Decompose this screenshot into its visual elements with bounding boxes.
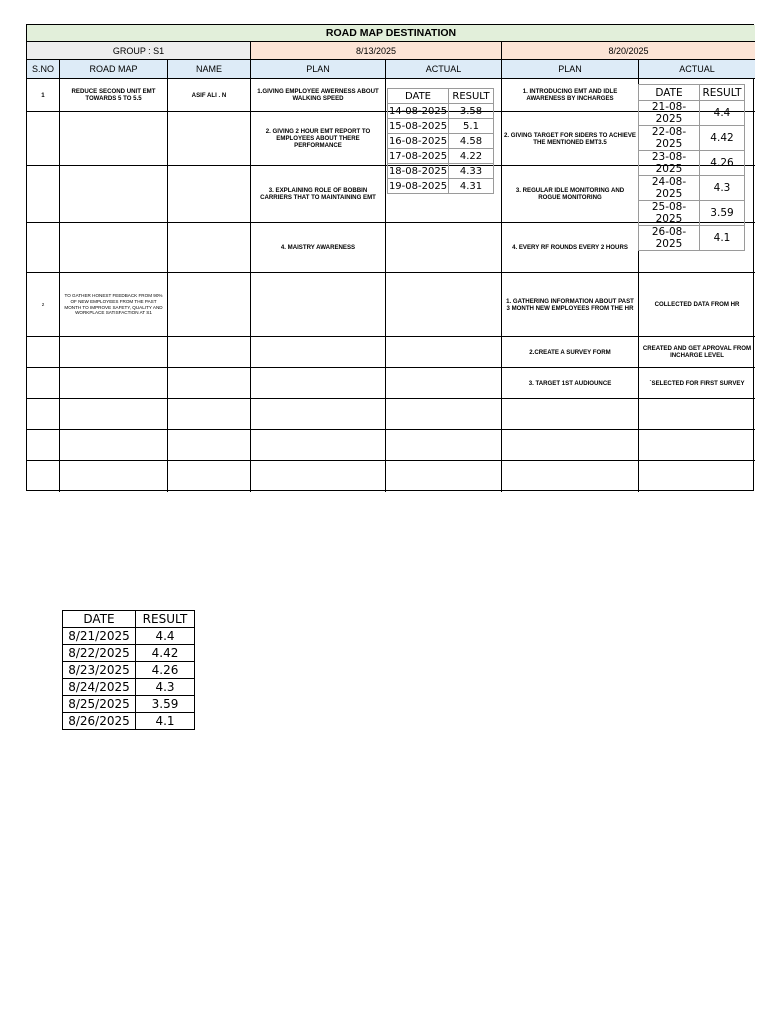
roadmap-cell[interactable]: TO GATHER HONEST FEEDBACK FROM 90% OF NEW EMPLOYEES FROM THE PAST MONTH TO IMPROVE SAFETY, QUALITY AND WORKPLACE SATISFACTION AT S1 — [60, 273, 168, 337]
result-cell[interactable]: 4.26 — [136, 662, 195, 679]
plan2-cell[interactable]: 1. INTRODUCING EMT AND IDLE AWARENESS BY INCHARGES — [502, 79, 639, 112]
actual1-cell[interactable] — [386, 368, 502, 399]
name-cell[interactable] — [168, 368, 251, 399]
col-roadmap-header[interactable]: ROAD MAP — [60, 60, 168, 79]
result-cell[interactable]: 3.59 — [136, 696, 195, 713]
date-cell[interactable]: 8/21/2025 — [63, 628, 136, 645]
plan1-cell[interactable] — [251, 430, 386, 461]
date-cell[interactable]: 21-08-2025 — [639, 101, 700, 126]
date-cell[interactable]: 14-08-2025 — [388, 105, 448, 117]
actual1-cell[interactable] — [386, 273, 502, 337]
date-cell[interactable]: 19-08-2025 — [388, 180, 448, 192]
table-row — [639, 126, 745, 151]
roadmap-cell[interactable] — [60, 399, 168, 430]
group-cell[interactable]: GROUP : S1 — [27, 42, 251, 60]
table-header-row — [388, 89, 494, 104]
plan2-cell[interactable] — [502, 461, 639, 492]
plan2-cell[interactable]: 2.CREATE A SURVEY FORM — [502, 337, 639, 368]
date-cell[interactable]: 8/25/2025 — [63, 696, 136, 713]
table-header-row — [63, 611, 195, 628]
date-cell[interactable]: 25-08-2025 — [639, 201, 700, 226]
table-header-row — [639, 85, 745, 101]
actual2-cell[interactable] — [639, 399, 755, 430]
date-cell[interactable]: 16-08-2025 — [388, 135, 448, 147]
plan1-cell[interactable] — [251, 399, 386, 430]
result-header[interactable]: RESULT — [700, 85, 745, 101]
week1-results-table — [387, 88, 494, 194]
table-row — [63, 696, 195, 713]
sno-cell[interactable] — [27, 223, 60, 273]
col-actual1-header[interactable]: ACTUAL — [386, 60, 502, 79]
result-cell[interactable]: 4.42 — [136, 645, 195, 662]
roadmap-cell[interactable]: REDUCE SECOND UNIT EMT TOWARDS 5 TO 5.5 — [60, 79, 168, 112]
plan1-cell[interactable] — [251, 461, 386, 492]
col-plan2-header[interactable]: PLAN — [502, 60, 639, 79]
summary-results-table — [62, 610, 195, 730]
date-cell[interactable]: 22-08-2025 — [639, 126, 700, 151]
plan1-cell[interactable]: 4. MAISTRY AWARENESS — [251, 223, 386, 273]
sno-cell[interactable] — [27, 430, 60, 461]
date-header[interactable]: DATE — [388, 89, 449, 104]
actual2-cell[interactable]: COLLECTED DATA FROM HR — [639, 273, 755, 337]
plan2-cell[interactable]: 3. REGULAR IDLE MONITORING AND ROGUE MONITORING — [502, 166, 639, 223]
table-row — [388, 179, 494, 194]
week1-date-cell[interactable]: 8/13/2025 — [251, 42, 502, 60]
date-cell[interactable]: 23-08-2025 — [639, 151, 700, 176]
result-cell[interactable]: 4.3 — [700, 176, 745, 201]
result-cell[interactable]: 4.1 — [136, 713, 195, 730]
col-plan1-header[interactable]: PLAN — [251, 60, 386, 79]
result-cell[interactable]: 3.59 — [700, 201, 745, 226]
table-row — [639, 226, 745, 251]
result-cell[interactable]: 4.4 — [136, 628, 195, 645]
plan2-cell[interactable] — [502, 399, 639, 430]
result-header[interactable]: RESULT — [449, 89, 494, 104]
date-cell[interactable]: 24-08-2025 — [639, 176, 700, 201]
column-header-row — [27, 60, 753, 79]
table-row — [63, 645, 195, 662]
date-cell[interactable]: 26-08-2025 — [639, 226, 700, 251]
result-cell[interactable]: 4.33 — [449, 164, 494, 179]
date-cell[interactable]: 8/24/2025 — [63, 679, 136, 696]
plan1-cell[interactable] — [251, 337, 386, 368]
week2-results-table — [638, 84, 745, 251]
sno-cell[interactable] — [27, 399, 60, 430]
table-row — [63, 713, 195, 730]
title-row — [27, 25, 753, 42]
result-cell[interactable]: 4.58 — [449, 134, 494, 149]
table-row — [27, 430, 753, 461]
roadmap-cell[interactable] — [60, 337, 168, 368]
sno-cell[interactable]: 1 — [27, 79, 60, 112]
plan2-cell[interactable]: 1. GATHERING INFORMATION ABOUT PAST 3 MONTH NEW EMPLOYEES FROM THE HR — [502, 273, 639, 337]
actual1-cell[interactable] — [386, 399, 502, 430]
result-cell[interactable]: 5.1 — [449, 119, 494, 134]
sno-cell[interactable] — [27, 461, 60, 492]
roadmap-cell[interactable] — [60, 430, 168, 461]
plan2-cell[interactable] — [502, 430, 639, 461]
result-cell[interactable]: 3.58 — [449, 104, 494, 119]
table-row — [388, 119, 494, 134]
table-row — [27, 368, 753, 399]
date-cell[interactable]: 8/26/2025 — [63, 713, 136, 730]
result-cell[interactable]: 4.42 — [700, 126, 745, 151]
name-cell[interactable] — [168, 430, 251, 461]
sno-cell[interactable] — [27, 112, 60, 166]
name-cell[interactable] — [168, 166, 251, 223]
roadmap-cell[interactable] — [60, 461, 168, 492]
result-cell[interactable]: 4.22 — [449, 149, 494, 164]
plan1-cell[interactable] — [251, 273, 386, 337]
sheet-title[interactable]: ROAD MAP DESTINATION — [27, 25, 755, 42]
roadmap-cell[interactable] — [60, 368, 168, 399]
table-row — [27, 273, 753, 337]
result-cell[interactable]: 4.1 — [700, 226, 745, 251]
name-cell[interactable] — [168, 337, 251, 368]
table-row — [388, 149, 494, 164]
result-cell[interactable]: 4.26 — [700, 151, 745, 176]
table-row — [639, 201, 745, 226]
table-row — [639, 176, 745, 201]
result-cell[interactable]: 4.4 — [700, 101, 745, 126]
actual1-cell[interactable] — [386, 461, 502, 492]
group-row — [27, 42, 753, 60]
table-row — [63, 662, 195, 679]
result-header[interactable]: RESULT — [136, 611, 195, 628]
sno-cell[interactable]: 2 — [27, 273, 60, 337]
plan1-cell[interactable] — [251, 368, 386, 399]
table-row — [639, 151, 745, 176]
actual1-cell[interactable] — [386, 337, 502, 368]
name-cell[interactable] — [168, 223, 251, 273]
roadmap-cell[interactable] — [60, 112, 168, 166]
table-row — [27, 461, 753, 492]
actual2-cell[interactable]: `SELECTED FOR FIRST SURVEY — [639, 368, 755, 399]
name-cell[interactable] — [168, 461, 251, 492]
name-cell[interactable] — [168, 273, 251, 337]
table-row — [63, 679, 195, 696]
name-cell[interactable] — [168, 112, 251, 166]
table-row — [27, 399, 753, 430]
roadmap-cell[interactable] — [60, 223, 168, 273]
plan2-cell[interactable]: 4. EVERY RF ROUNDS EVERY 2 HOURS — [502, 223, 639, 273]
date-cell[interactable]: 18-08-2025 — [388, 165, 448, 177]
date-cell[interactable]: 8/22/2025 — [63, 645, 136, 662]
plan1-cell[interactable]: 2. GIVING 2 HOUR EMT REPORT TO EMPLOYEES ABOUT THERE PERFORMANCE — [251, 112, 386, 166]
result-cell[interactable]: 4.3 — [136, 679, 195, 696]
result-cell[interactable]: 4.31 — [449, 179, 494, 194]
sno-cell[interactable] — [27, 368, 60, 399]
actual1-cell[interactable] — [386, 223, 502, 273]
date-header[interactable]: DATE — [63, 611, 136, 628]
date-header[interactable]: DATE — [639, 85, 700, 101]
name-cell[interactable]: ASIF ALI . N — [168, 79, 251, 112]
plan1-cell[interactable]: 3. EXPLAINING ROLE OF BOBBIN CARRIERS THAT TO MAINTAINING EMT — [251, 166, 386, 223]
date-cell[interactable]: 17-08-2025 — [388, 150, 448, 162]
table-row — [388, 134, 494, 149]
col-actual2-header[interactable]: ACTUAL — [639, 60, 755, 79]
sno-cell[interactable] — [27, 337, 60, 368]
table-row — [27, 337, 753, 368]
actual1-cell[interactable] — [386, 430, 502, 461]
actual2-cell[interactable] — [639, 430, 755, 461]
table-row — [388, 104, 494, 119]
sno-cell[interactable] — [27, 166, 60, 223]
col-sno-header[interactable]: S.NO — [27, 60, 60, 79]
plan1-cell[interactable]: 1.GIVING EMPLOYEE AWERNESS ABOUT WALKING SPEED — [251, 79, 386, 112]
date-cell[interactable]: 15-08-2025 — [388, 120, 448, 132]
roadmap-cell[interactable] — [60, 166, 168, 223]
plan2-cell[interactable]: 2. GIVING TARGET FOR SIDERS TO ACHIEVE THE MENTIONED EMT3.5 — [502, 112, 639, 166]
table-row — [63, 628, 195, 645]
table-row — [388, 164, 494, 179]
plan2-cell[interactable]: 3. TARGET 1ST AUDIOUNCE — [502, 368, 639, 399]
actual2-cell[interactable] — [639, 461, 755, 492]
date-cell[interactable]: 8/23/2025 — [63, 662, 136, 679]
col-name-header[interactable]: NAME — [168, 60, 251, 79]
week2-date-cell[interactable]: 8/20/2025 — [502, 42, 755, 60]
table-row — [639, 101, 745, 126]
actual2-cell[interactable]: CREATED AND GET APROVAL FROM INCHARGE LEVEL — [639, 337, 755, 368]
name-cell[interactable] — [168, 399, 251, 430]
